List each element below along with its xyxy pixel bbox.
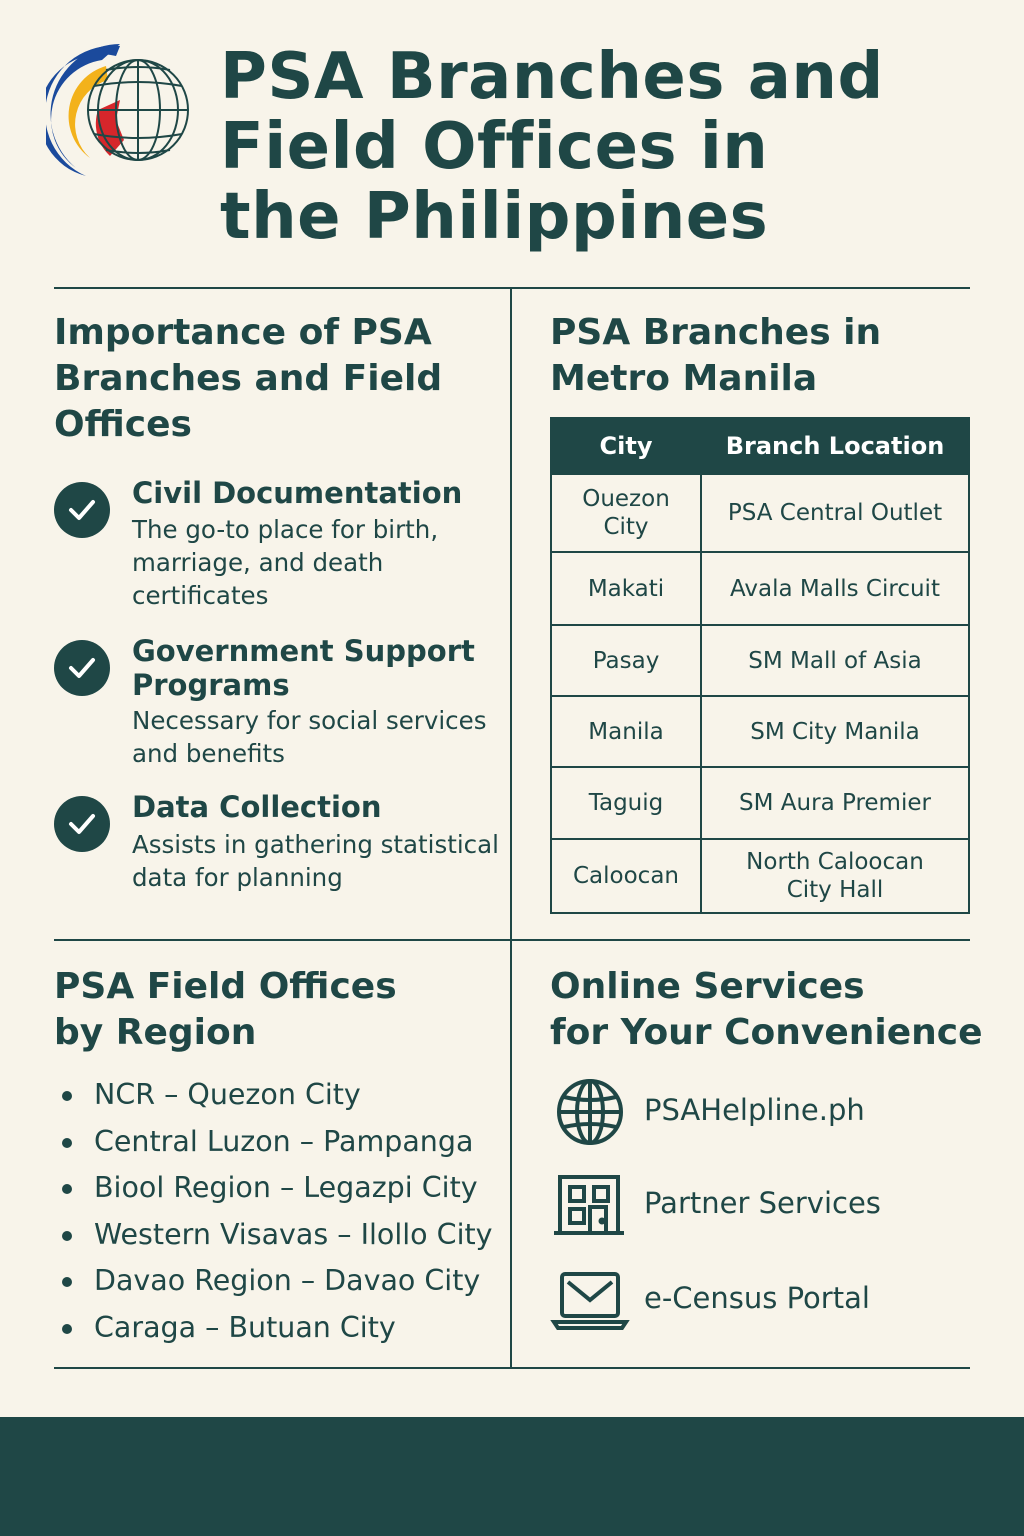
location-cell: SM Aura Premier — [701, 767, 969, 839]
region-text: Western Visavas – Ilollo City — [94, 1217, 493, 1251]
importance-description: Necessary for social services and benefits — [132, 706, 487, 768]
bullet-icon — [62, 1277, 72, 1287]
globe-icon — [550, 1072, 630, 1152]
table-row — [551, 474, 969, 552]
section-title-line: by Region — [54, 1012, 257, 1053]
importance-heading: Data Collection — [132, 790, 382, 824]
header — [0, 0, 1024, 270]
footer-band — [0, 1417, 1024, 1536]
online-services-title — [550, 964, 983, 1056]
list-item — [58, 1119, 493, 1166]
service-label: Partner Services — [644, 1186, 881, 1220]
importance-item — [54, 790, 499, 900]
section-title-line: Metro Manila — [550, 358, 818, 399]
city-cell: Pasay — [551, 625, 701, 696]
table-row — [551, 625, 969, 696]
building-icon — [550, 1165, 630, 1245]
page-title — [220, 42, 1000, 252]
location-text: North Caloocan City Hall — [746, 849, 924, 903]
importance-title — [54, 310, 442, 448]
psa-logo — [46, 40, 194, 188]
branches-table — [550, 417, 970, 914]
bullet-icon — [62, 1231, 72, 1241]
bullet-icon — [62, 1091, 72, 1101]
bullet-icon — [62, 1184, 72, 1194]
table-row — [551, 767, 969, 839]
section-title-line: for Your Convenience — [550, 1012, 983, 1053]
list-item — [58, 1165, 493, 1212]
title-line: PSA Branches and — [220, 40, 884, 114]
table-row — [551, 696, 969, 767]
divider-middle — [54, 939, 970, 941]
region-text: NCR – Quezon City — [94, 1078, 361, 1111]
city-cell: Makati — [551, 552, 701, 625]
list-item — [58, 1212, 493, 1259]
city-cell — [551, 474, 701, 552]
region-text: Biool Region – Legazpi City — [94, 1171, 478, 1204]
importance-description: The go-to place for birth, marriage, and death certificates — [132, 515, 439, 610]
service-label: PSAHelpline.ph — [644, 1093, 865, 1127]
service-partner[interactable] — [550, 1165, 1000, 1245]
importance-description: Assists in gathering statistical data for planning — [132, 830, 499, 892]
importance-heading: Civil Documentation — [132, 476, 463, 510]
divider-top — [54, 287, 970, 289]
branches-title — [550, 310, 881, 402]
check-icon — [54, 796, 110, 852]
section-title-line: PSA Field Offices — [54, 966, 397, 1007]
bullet-icon — [62, 1324, 72, 1334]
service-ecensus[interactable] — [550, 1260, 1000, 1340]
table-row — [551, 552, 969, 625]
region-text: Central Luzon – Pampanga — [94, 1124, 474, 1158]
column-header-city: City — [551, 418, 701, 474]
divider-vertical — [510, 288, 512, 1368]
location-cell: SM City Manila — [701, 696, 969, 767]
region-text: Caraga – Butuan City — [94, 1310, 396, 1344]
list-item — [58, 1305, 493, 1352]
region-text: Davao Region – Davao City — [94, 1264, 481, 1297]
check-icon — [54, 640, 110, 696]
location-cell: PSA Central Outlet — [701, 474, 969, 552]
location-cell: SM Mall of Asia — [701, 625, 969, 696]
location-cell — [701, 839, 969, 913]
city-cell: Manila — [551, 696, 701, 767]
list-item — [58, 1258, 493, 1305]
laptop-mail-icon — [550, 1260, 630, 1340]
section-title-line: Online Services — [550, 966, 865, 1007]
importance-item — [54, 476, 494, 616]
field-offices-list — [58, 1072, 493, 1351]
city-text: Ouezon City — [582, 486, 670, 540]
importance-heading: Government Support Programs — [132, 634, 475, 702]
city-cell: Caloocan — [551, 839, 701, 913]
list-item — [58, 1072, 493, 1119]
section-title-line: Offices — [54, 404, 192, 445]
table-header-row — [551, 418, 969, 474]
field-offices-title — [54, 964, 397, 1056]
section-title-line: Branches and Field — [54, 358, 443, 399]
city-cell: Taguig — [551, 767, 701, 839]
service-psahelpline[interactable] — [550, 1072, 1000, 1152]
check-icon — [54, 482, 110, 538]
title-line: the Philippines — [220, 180, 769, 254]
table-row — [551, 839, 969, 913]
location-cell: Avala Malls Circuit — [701, 552, 969, 625]
bullet-icon — [62, 1138, 72, 1148]
column-header-location: Branch Location — [701, 418, 969, 474]
importance-item — [54, 634, 494, 774]
divider-bottom — [54, 1367, 970, 1369]
section-title-line: PSA Branches in — [550, 312, 882, 353]
service-label: e-Census Portal — [644, 1281, 870, 1315]
title-line: Field Offices in — [220, 110, 769, 184]
section-title-line: Importance of PSA — [54, 312, 432, 353]
